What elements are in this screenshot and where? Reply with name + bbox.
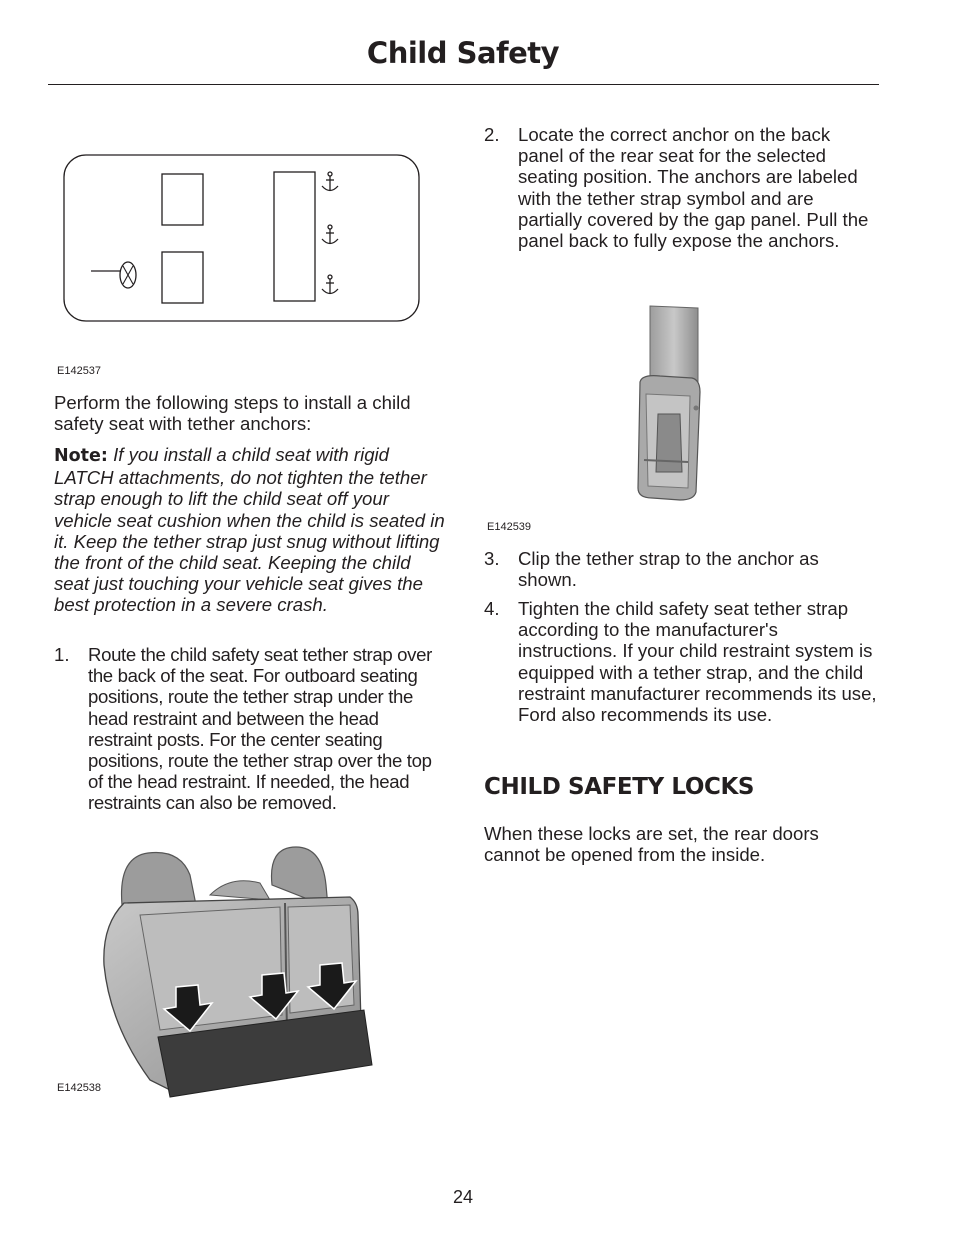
page-title: Child Safety	[366, 36, 560, 70]
step-number: 1.	[54, 644, 70, 665]
step-4	[484, 598, 879, 725]
tether-anchor-icon	[322, 275, 338, 294]
figure-code: E142538	[57, 1082, 102, 1094]
page-number: 24	[452, 1187, 474, 1207]
figure-code: E142537	[57, 365, 102, 377]
step-number: 3.	[484, 548, 500, 569]
section-paragraph: When these locks are set, the rear doors cannot be opened from the inside.	[484, 823, 819, 866]
rear-seat-anchors-illustration	[100, 845, 376, 1100]
note-paragraph	[54, 444, 449, 616]
tether-anchor-icon	[322, 172, 338, 191]
step-1	[54, 644, 446, 814]
intro-paragraph: Perform the following steps to install a child safety seat with tether anchors:	[54, 392, 411, 435]
step-text: Route the child safety seat tether strap over the back of the seat. For outboard seating positions, route the tether strap under the head restraint and between the head restraint posts. For the center seating positions, route the tether strap over the top of the head restraint. If needed, the head restraints can also be removed.	[88, 644, 432, 814]
step-2	[484, 124, 879, 251]
step-3	[484, 548, 879, 590]
step-text: Locate the correct anchor on the back panel of the rear seat for the selected seating position. The anchors are labeled with the tether strap symbol and are partially covered by the gap panel. Pull the panel back to fully expose the anchors.	[518, 124, 869, 252]
step-number: 4.	[484, 598, 500, 619]
step-number: 2.	[484, 124, 500, 145]
figure-code: E142539	[487, 521, 532, 533]
note-text: If you install a child seat with rigid LATCH attachments, do not tighten the tether strap enough to lift the child seat off your vehicle seat cushion when the child is seated in it. Keep the tether strap just snug without lifting the front of the child seat. Keeping the child seat just touching your vehicle seat gives the best protection in a severe crash.	[54, 444, 445, 616]
anchor-location-diagram	[62, 154, 422, 324]
step-text: Clip the tether strap to the anchor as shown.	[518, 548, 819, 591]
tether-anchor-illustration	[630, 302, 710, 504]
section-heading: CHILD SAFETY LOCKS	[484, 774, 755, 800]
tether-anchor-icon	[322, 225, 338, 244]
step-text: Tighten the child safety seat tether strap according to the manufacturer's instructions. If your child restraint system is equipped with a tether strap, and the child restraint manufacturer recommends its use, Ford also recommends its use.	[518, 598, 877, 726]
title-divider	[48, 84, 879, 85]
note-label: Note:	[54, 446, 108, 466]
